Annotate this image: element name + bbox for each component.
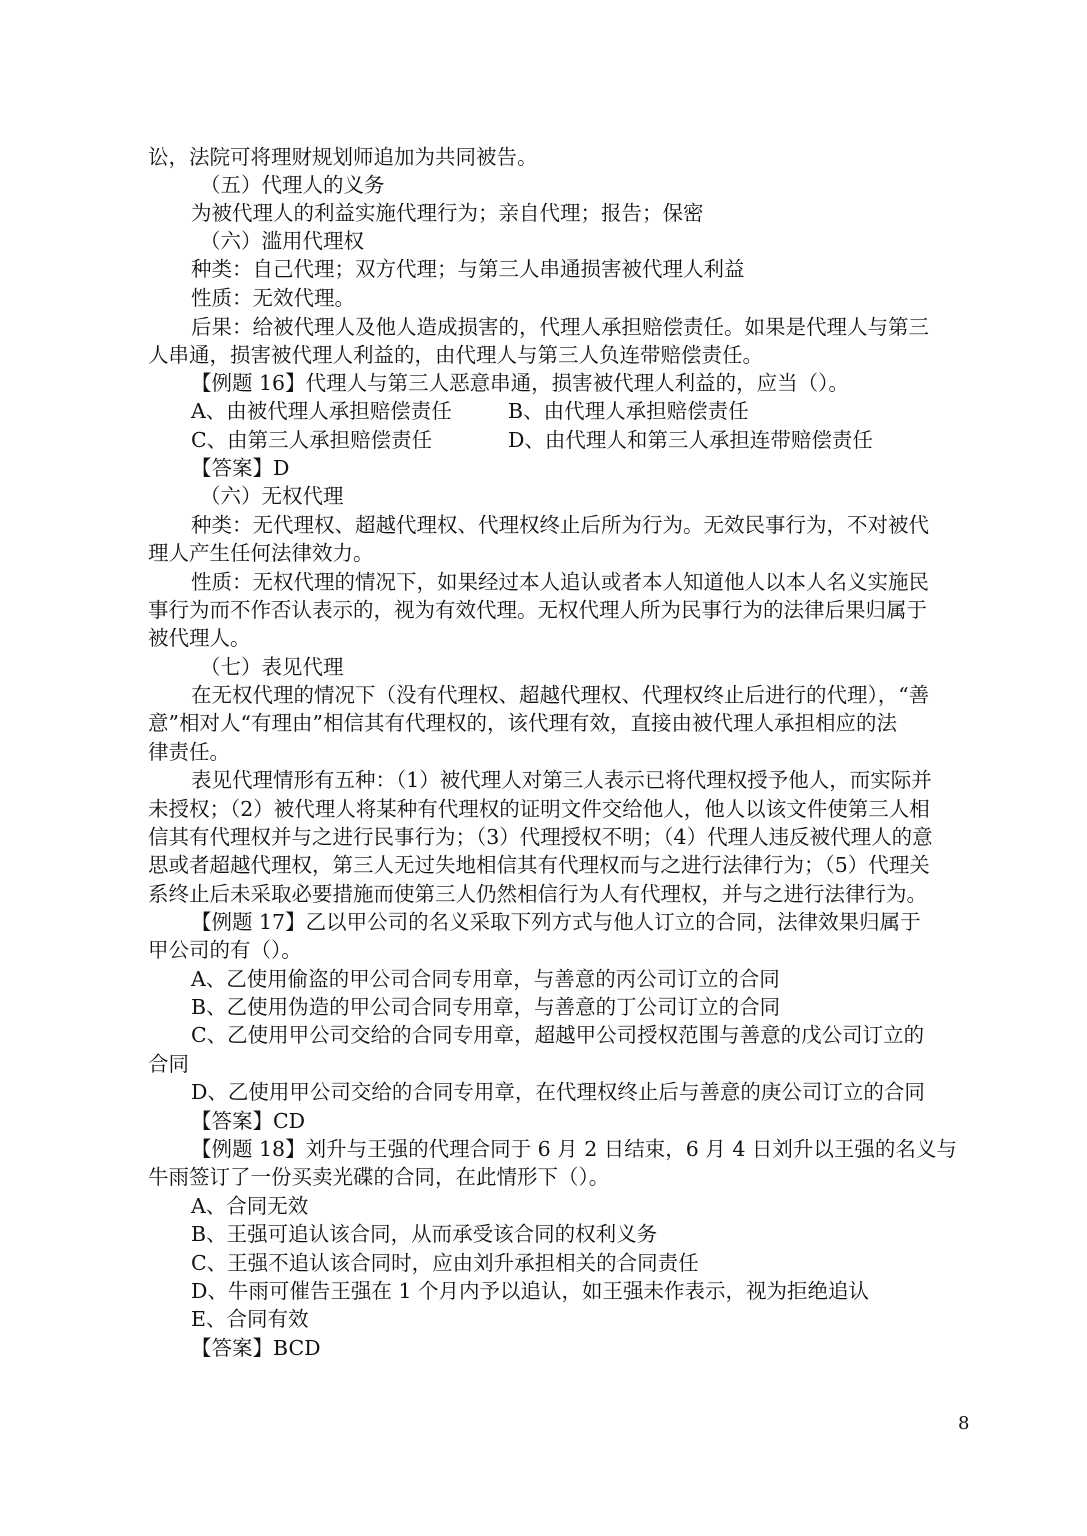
text-line: 系终止后未采取必要措施而使第三人仍然相信行为人有代理权，并与之进行法律行为。 <box>148 882 927 906</box>
text-line: 种类：自己代理；双方代理；与第三人串通损害被代理人利益 <box>191 257 745 281</box>
text-line: 信其有代理权并与之进行民事行为；（3）代理授权不明；（4）代理人违反被代理人的意 <box>148 825 933 849</box>
text-line: 律责任。 <box>148 740 230 764</box>
option-b: B、由代理人承担赔偿责任 <box>508 399 749 423</box>
text-line: 意”相对人“有理由”相信其有代理权的，该代理有效，直接由被代理人承担相应的法 <box>148 711 897 735</box>
text-line: 在无权代理的情况下（没有代理权、超越代理权、代理权终止后进行的代理），“善 <box>191 683 930 707</box>
text-line: 甲公司的有（）。 <box>148 938 302 962</box>
text-line: 未授权；（2）被代理人将某种有代理权的证明文件交给他人，他人以该文件使第三人相 <box>148 797 930 821</box>
option-c: C、王强不追认该合同时，应由刘升承担相关的合同责任 <box>191 1251 699 1275</box>
option-d: D、牛雨可催告王强在 1 个月内予以追认，如王强未作表示，视为拒绝追认 <box>191 1279 870 1303</box>
option-a: A、乙使用偷盗的甲公司合同专用章，与善意的丙公司订立的合同 <box>191 967 780 991</box>
section-heading: （七）表见代理 <box>200 655 344 679</box>
option-a: A、合同无效 <box>191 1194 309 1218</box>
answer-line: 【答案】D <box>191 456 290 480</box>
section-heading: （五）代理人的义务 <box>200 173 385 197</box>
text-line: 表见代理情形有五种：（1）被代理人对第三人表示已将代理权授予他人，而实际并 <box>191 768 932 792</box>
text-line: 讼，法院可将理财规划师追加为共同被告。 <box>148 145 538 169</box>
text-line: 人串通，损害被代理人利益的，由代理人与第三人负连带赔偿责任。 <box>148 343 763 367</box>
text-line: 合同 <box>148 1052 189 1076</box>
option-a: A、由被代理人承担赔偿责任 <box>191 399 452 423</box>
option-b: B、乙使用伪造的甲公司合同专用章，与善意的丁公司订立的合同 <box>191 995 781 1019</box>
option-d: D、由代理人和第三人承担连带赔偿责任 <box>508 428 873 452</box>
option-e: E、合同有效 <box>191 1307 309 1331</box>
option-c: C、乙使用甲公司交给的合同专用章，超越甲公司授权范围与善意的戊公司订立的 <box>191 1023 925 1047</box>
section-heading: （六）无权代理 <box>200 484 344 508</box>
text-line: 牛雨签订了一份买卖光碟的合同，在此情形下（）。 <box>148 1165 610 1189</box>
text-line: 理人产生任何法律效力。 <box>148 541 374 565</box>
text-line: 种类：无代理权、超越代理权、代理权终止后所为行为。无效民事行为，不对被代 <box>191 513 929 537</box>
option-c: C、由第三人承担赔偿责任 <box>191 428 433 452</box>
option-b: B、王强可追认该合同，从而承受该合同的权利义务 <box>191 1222 658 1246</box>
example-question: 【例题 17】乙以甲公司的名义采取下列方式与他人订立的合同，法律效果归属于 <box>191 910 921 934</box>
page-number: 8 <box>958 1413 970 1434</box>
section-heading: （六）滥用代理权 <box>200 229 364 253</box>
example-question: 【例题 16】代理人与第三人恶意串通，损害被代理人利益的，应当（）。 <box>191 371 849 395</box>
text-line: 后果：给被代理人及他人造成损害的，代理人承担赔偿责任。如果是代理人与第三 <box>191 315 929 339</box>
answer-line: 【答案】CD <box>191 1109 306 1133</box>
text-line: 性质：无效代理。 <box>191 286 355 310</box>
text-line: 被代理人。 <box>148 626 251 650</box>
example-question: 【例题 18】刘升与王强的代理合同于 6 月 2 日结束，6 月 4 日刘升以王强的名义与 <box>191 1137 957 1161</box>
text-line: 为被代理人的利益实施代理行为；亲自代理；报告；保密 <box>191 201 704 225</box>
text-line: 思或者超越代理权，第三人无过失地相信其有代理权而与之进行法律行为；（5）代理关 <box>148 853 930 877</box>
text-line: 性质：无权代理的情况下，如果经过本人追认或者本人知道他人以本人名义实施民 <box>191 570 929 594</box>
option-d: D、乙使用甲公司交给的合同专用章，在代理权终止后与善意的庚公司订立的合同 <box>191 1080 925 1104</box>
answer-line: 【答案】BCD <box>191 1336 321 1360</box>
text-line: 事行为而不作否认表示的，视为有效代理。无权代理人所为民事行为的法律后果归属于 <box>148 598 927 622</box>
